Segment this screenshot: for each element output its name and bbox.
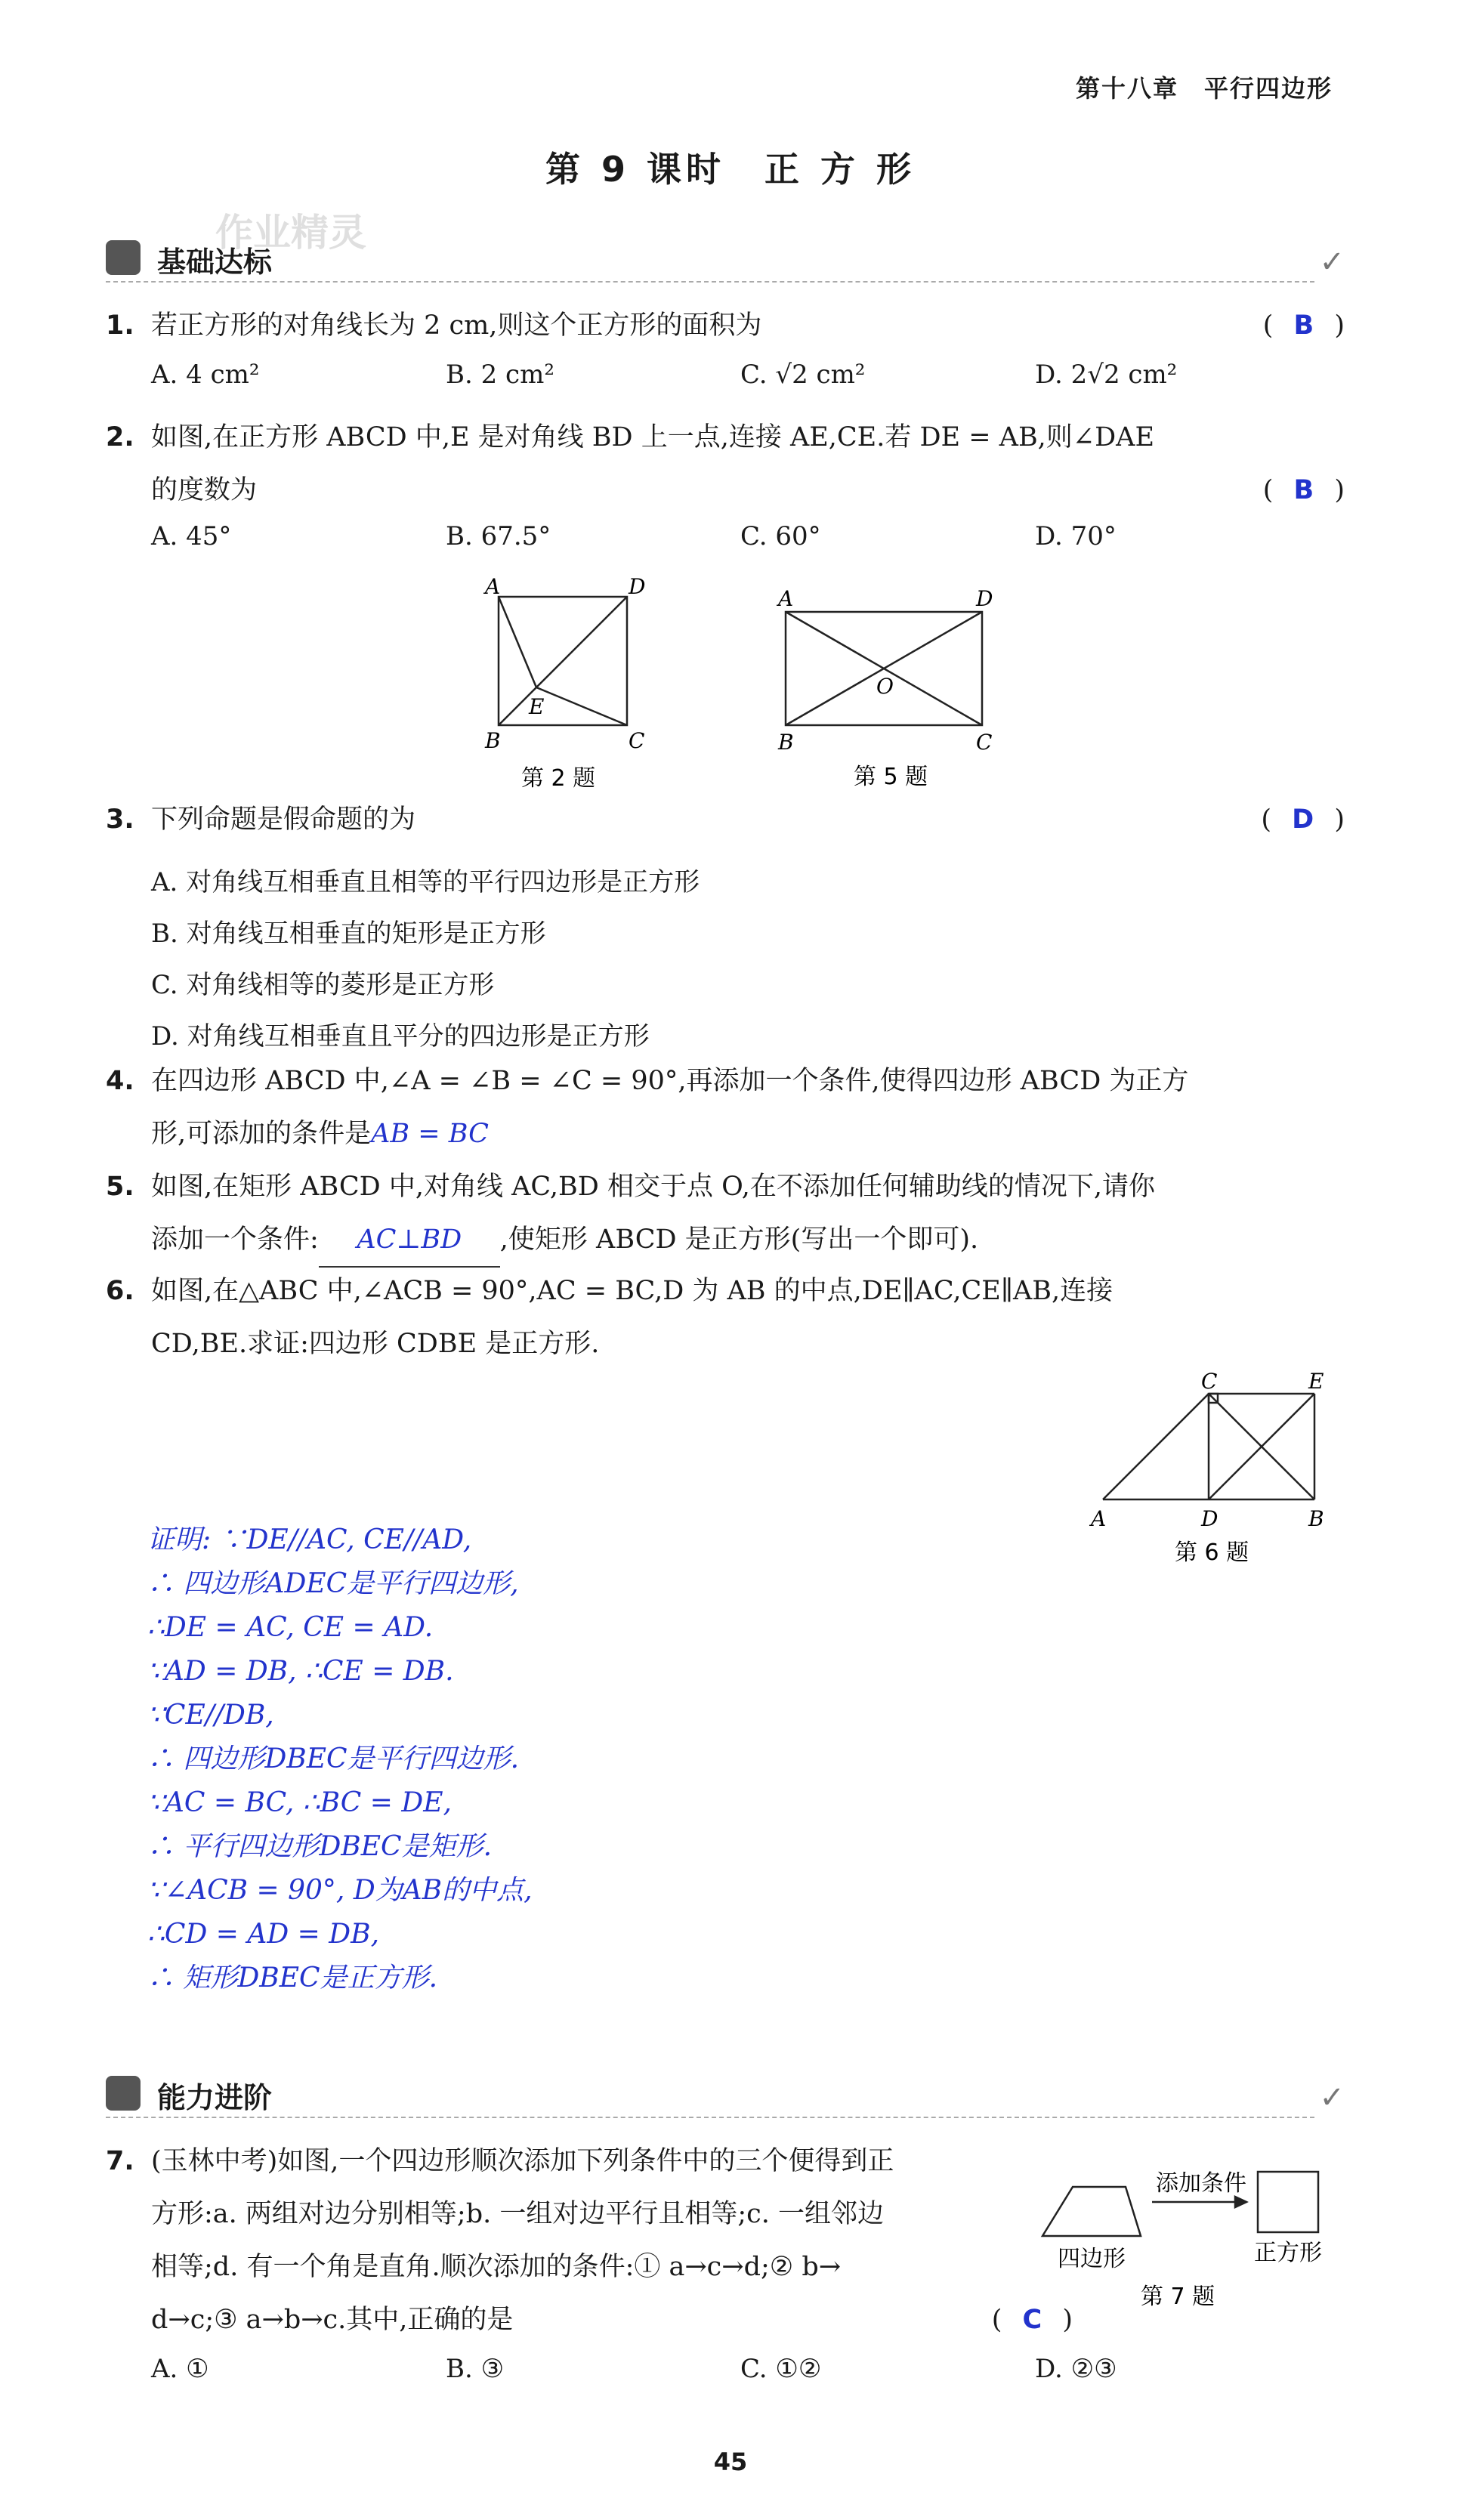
fig5-label-b: B — [778, 730, 794, 755]
check-icon: ✓ — [1319, 245, 1345, 279]
fig7-caption: 第 7 题 — [1141, 2284, 1215, 2310]
proof-block: 证明: ∵DE//AC, CE//AD, ∴ 四边形ADEC是平行四边形, ∴DE = AC, CE = AD. ∵AD = DB, ∴CE = DB. ∵CE//DB, ∴ 四边形DBEC是平行四边形. ∵AC = BC, ∴BC = DE, ∴ 平行四边形DBEC是矩形. ∵∠ACB = 90°, D为AB的中点, ∴CD = AD = DB, ∴ 矩形DBEC是正方形. — [147, 1524, 533, 1993]
section-advanced — [106, 2071, 1345, 2117]
question-3: 3. 下列命题是假命题的为 ( D ) — [106, 804, 1345, 835]
figure-7 — [1027, 2145, 1345, 2312]
fig6-label-e: E — [1308, 1369, 1324, 1394]
options-7: A. ① B. ③ C. ①② D. ②③ — [151, 2354, 1117, 2384]
fig6-caption: 第 6 题 — [1175, 1539, 1249, 1564]
fig6-label-b: B — [1308, 1506, 1324, 1531]
answer-2: B — [1293, 475, 1314, 505]
fig5-caption: 第 5 题 — [854, 764, 928, 790]
option-3a: A. 对角线互相垂直且相等的平行四边形是正方形 — [151, 867, 700, 897]
fig2-caption: 第 2 题 — [521, 765, 596, 792]
fig2-label-e: E — [529, 694, 545, 719]
fig7-right-label: 正方形 — [1254, 2240, 1322, 2266]
options-2: A. 45° B. 67.5° C. 60° D. 70° — [151, 521, 1117, 551]
figure-2 — [483, 574, 657, 793]
page-title: 第 9 课时 正 方 形 — [545, 149, 916, 190]
watermark: 作业精灵 — [215, 211, 366, 255]
answer-3: D — [1292, 804, 1314, 835]
fig2-label-c: C — [629, 728, 645, 753]
section-basic — [106, 236, 1345, 281]
question-7: 7. (玉林中考)如图,一个四边形顺次添加下列条件中的三个便得到正 方形:a. 两组对边分别相等;b. 一组对边平行且相等;c. 一组邻边 相等;d. 有一个角是直角.顺次添加的条件:① a→c→d;② b→ d→c;③ a→b→c.其中,正确的是 ( C ) — [106, 2146, 1073, 2335]
fig5-label-d: D — [976, 586, 993, 611]
check-icon: ✓ — [1319, 2080, 1345, 2115]
question-2: 2. 如图,在正方形 ABCD 中,E 是对角线 BD 上一点,连接 AE,CE.若 DE = AB,则∠DAE 的度数为 ( B ) — [106, 422, 1345, 505]
option-3b: B. 对角线互相垂直的矩形是正方形 — [151, 919, 546, 949]
figure-5 — [771, 582, 1012, 793]
option-3c: C. 对角线相等的菱形是正方形 — [151, 970, 495, 1000]
answer-5: AC⊥BD — [319, 1213, 500, 1268]
fig2-label-d: D — [629, 574, 646, 599]
page-number: 45 — [713, 2447, 748, 2476]
question-5: 5. 如图,在矩形 ABCD 中,对角线 AC,BD 相交于点 O,在不添加任何辅助线的情况下,请你 添加一个条件: AC⊥BD ,使矩形 ABCD 是正方形(写出一个即可). — [106, 1160, 1345, 1268]
question-1: 1. 若正方形的对角线长为 2 cm,则这个正方形的面积为 ( B ) — [106, 310, 1345, 341]
fig7-left-label: 四边形 — [1058, 2246, 1126, 2272]
section-basic-title: 基础达标 — [157, 246, 273, 279]
fig2-label-a: A — [485, 574, 501, 599]
rocket-icon — [106, 2076, 141, 2111]
fig6-label-a: A — [1091, 1506, 1107, 1531]
fig2-label-b: B — [485, 728, 501, 753]
answer-4: AB = BC — [371, 1119, 489, 1149]
answer-7: C — [1022, 2305, 1042, 2335]
figure-6 — [1088, 1367, 1345, 1564]
fig5-label-o: O — [876, 674, 894, 699]
chapter-header: 第十八章 平行四边形 — [1075, 74, 1333, 103]
fig7-arrow-label: 添加条件 — [1156, 2170, 1246, 2197]
question-4: 4. 在四边形 ABCD 中,∠A = ∠B = ∠C = 90°,再添加一个条件,使得四边形 ABCD 为正方 形,可添加的条件是AB = BC — [106, 1066, 1189, 1149]
fig5-label-c: C — [976, 730, 993, 755]
section-advanced-title: 能力进阶 — [157, 2081, 273, 2114]
fig6-label-d: D — [1201, 1506, 1219, 1531]
answer-1: B — [1293, 310, 1314, 341]
question-6: 6. 如图,在△ABC 中,∠ACB = 90°,AC = BC,D 为 AB 的中点,DE∥AC,CE∥AB,连接 CD,BE.求证:四边形 CDBE 是正方形. — [106, 1276, 1114, 1359]
gear-icon — [106, 240, 141, 275]
options-1: A. 4 cm² B. 2 cm² C. √2 cm² D. 2√2 cm² — [151, 360, 1178, 390]
option-3d: D. 对角线互相垂直且平分的四边形是正方形 — [151, 1021, 650, 1052]
fig6-label-c: C — [1201, 1369, 1218, 1394]
fig5-label-a: A — [778, 586, 794, 611]
